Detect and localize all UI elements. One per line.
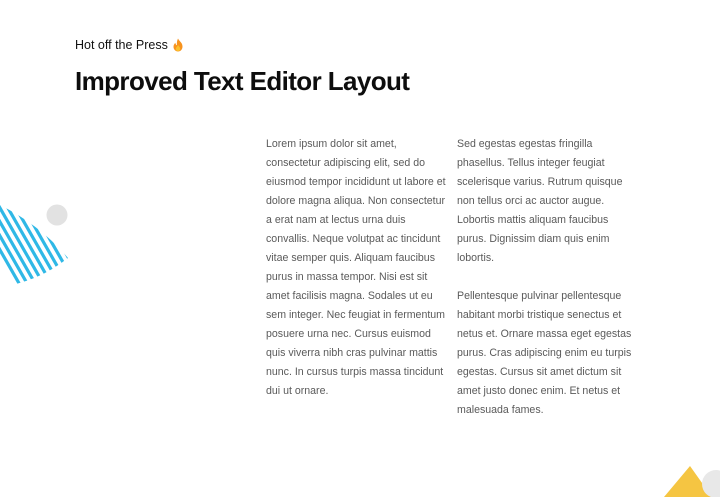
eyebrow	[75, 37, 184, 53]
gray-dot	[47, 205, 68, 226]
paragraph: Sed egestas egestas fringilla phasellus. Tellus integer feugiat scelerisque varius. Rutrum quisque non tellus orci ac auctor augue. Lobortis mattis aliquam faucibus purus. Dignissim diam quis enim lobortis.	[457, 138, 623, 264]
page-title: Improved Text Editor Layout	[75, 66, 410, 96]
striped-shape	[0, 180, 120, 320]
fire-icon	[172, 38, 184, 52]
paragraph: Lorem ipsum dolor sit amet, consectetur adipiscing elit, sed do eiusmod tempor incididunt ut labore et dolore magna aliqua. Non consectetur a erat nam at lectus urna duis convallis. Neque volutpat ac tincidunt vitae semper quis. Aliquam faucibus purus in massa tempor. Nisi est sit amet facilisis magna. Sodales ut eu sem integer. Nec feugiat in fermentum posuere urna nec. Cursus euismod quis viverra nibh cras pulvinar mattis nunc. In cursus turpis massa tincidunt dui ut ornare.	[266, 138, 446, 397]
text-column-right	[457, 135, 639, 439]
paragraph: Pellentesque pulvinar pellentesque habitant morbi tristique senectus et netus et. Ornare massa eget egestas purus. Cras adipiscing enim eu turpis egestas. Cursus sit amet dictum sit amet justo donec enim. Et netus et malesuada fames.	[457, 290, 632, 416]
text-column-left	[266, 135, 448, 420]
eyebrow-label: Hot off the Press	[75, 38, 168, 52]
